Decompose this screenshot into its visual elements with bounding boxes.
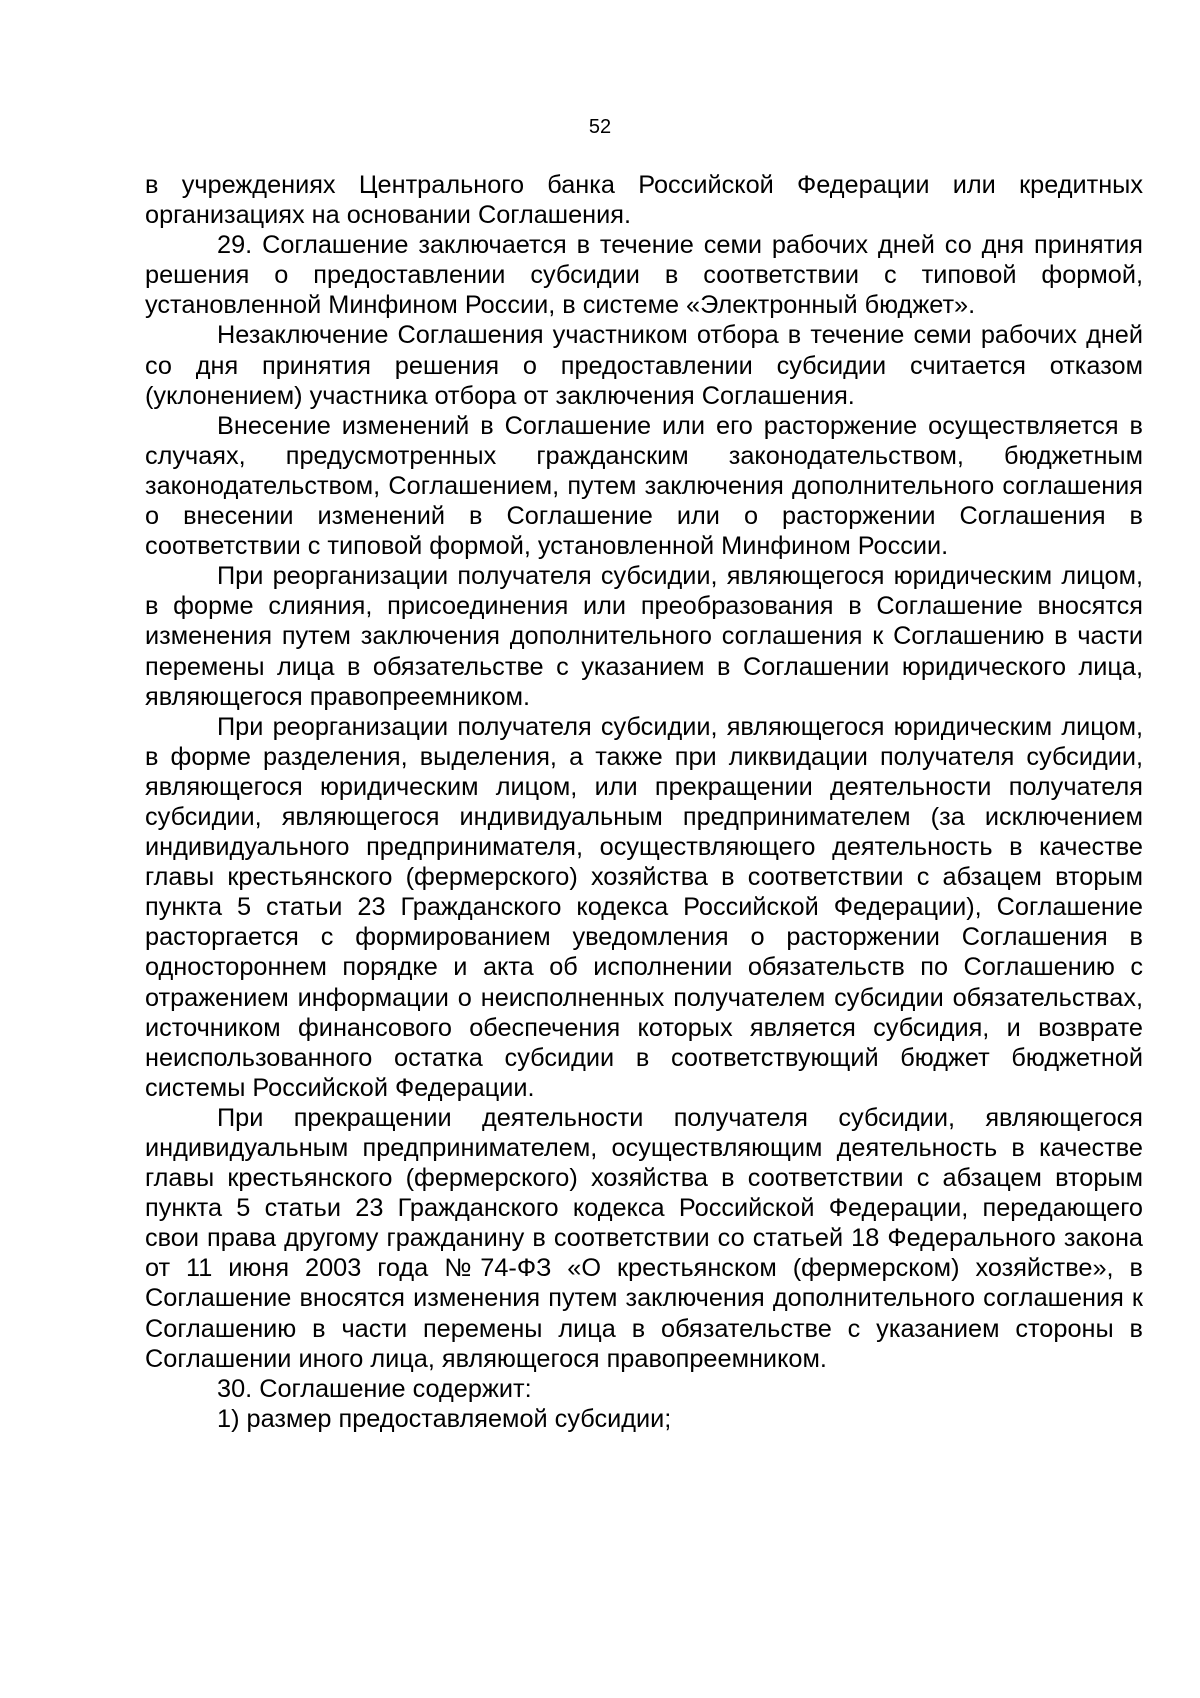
document-body [145,170,1143,1434]
paragraph-non-conclusion: Незаключение Соглашения участником отбора в течение семи рабочих дней со дня принятия решения о предоставлении субсидии считается отказом (уклонением) участника отбора от заключения Соглашения. [145,321,1143,410]
paragraph-reorganization-division: При реорганизации получателя субсидии, являющегося юридическим лицом, в форме разделения, выделения, а также при ликвидации получателя субсидии, являющегося юридическим лицом, или прекращении деятельности получателя субсидии, являющегося индивидуальным предпринимателем (за исключением индивидуального предпринимателя, осуществляющего деятельность в качестве главы крестьянского (фермерского) хозяйства в соответствии с абзацем вторым пункта 5 статьи 23 Гражданского кодекса Российской Федерации), Соглашение расторгается с формированием уведомления о расторжении Соглашения в одностороннем порядке и акта об исполнении обязательств по Соглашению с отражением информации о неисполненных получателем субсидии обязательствах, источником финансового обеспечения которых является субсидия, и возврате неиспользованного остатка субсидии в соответствующий бюджет бюджетной системы Российской Федерации. [145,712,1143,1102]
paragraph-continuation: в учреждениях Центрального банка Российской Федерации или кредитных организациях на основании Соглашения. [145,171,1143,230]
paragraph-clause-30: 30. Соглашение содержит: [217,1374,532,1403]
paragraph-reorganization-merger: При реорганизации получателя субсидии, являющегося юридическим лицом, в форме слияния, присоединения или преобразования в Соглашение вносятся изменения путем заключения дополнительного соглашения к Соглашению в части перемены лица в обязательстве с указанием в Соглашении юридического лица, являющегося правопреемником. [145,562,1143,711]
list-item-1: 1) размер предоставляемой субсидии; [217,1404,672,1433]
paragraph-termination-farm: При прекращении деятельности получателя субсидии, являющегося индивидуальным предпринимателем, осуществляющим деятельность в качестве главы крестьянского (фермерского) хозяйства в соответствии с абзацем вторым пункта 5 статьи 23 Гражданского кодекса Российской Федерации, передающего свои права другому гражданину в соответствии со статьей 18 Федерального закона от 11 июня 2003 года №74-ФЗ «О крестьянском (фермерском) хозяйстве», в Соглашение вносятся изменения путем заключения дополнительного соглашения к Соглашению в части перемены лица в обязательстве с указанием стороны в Соглашении иного лица, являющегося правопреемником. [145,1103,1143,1373]
page-number: 52 [588,116,612,138]
paragraph-amendments: Внесение изменений в Соглашение или его расторжение осуществляется в случаях, предусмотренных гражданским законодательством, бюджетным законодательством, Соглашением, путем заключения дополнительного соглашения о внесении изменений в Соглашение или о расторжении Соглашения в соответствии с типовой формой, установленной Минфином России. [145,411,1143,561]
paragraph-clause-29: 29. Соглашение заключается в течение семи рабочих дней со дня принятия решения о предоставлении субсидии в соответствии с типовой формой, установленной Минфином России, в системе «Электронный бюджет». [145,231,1143,320]
